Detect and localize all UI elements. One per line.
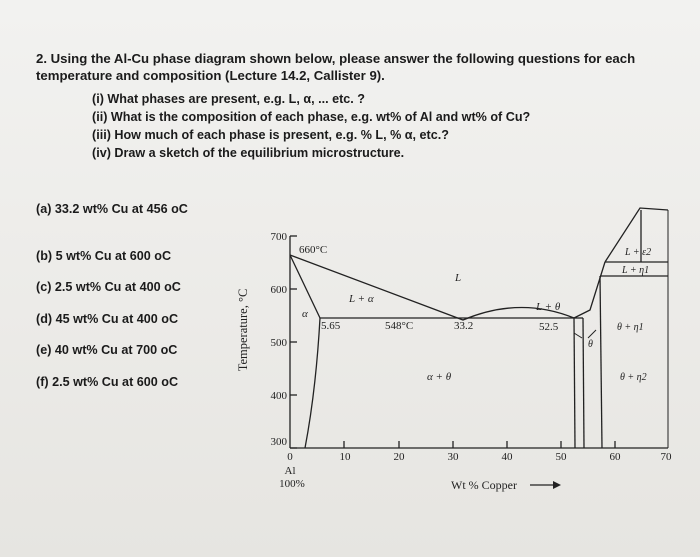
question-item: (i) What phases are present, e.g. L, α, ... etc. ? bbox=[92, 92, 365, 106]
x-tick-label: 10 bbox=[339, 451, 351, 463]
theta-boundary-right bbox=[583, 318, 584, 448]
solvus-line bbox=[305, 318, 320, 448]
x-origin-label: Al bbox=[284, 465, 296, 477]
eutectic-comp-label: 33.2 bbox=[454, 320, 474, 332]
x-tick-label: 70 bbox=[660, 451, 672, 463]
theta-label: θ bbox=[588, 339, 593, 350]
alpha-label: α bbox=[302, 308, 308, 320]
condition-a: (a) 33.2 wt% Cu at 456 oC bbox=[36, 202, 188, 216]
liquid-label: L bbox=[455, 272, 462, 284]
y-tick-label: 700 bbox=[270, 231, 287, 243]
x-axis-label: Wt % Copper bbox=[451, 478, 517, 492]
y-tick-label: 400 bbox=[270, 390, 287, 402]
y-tick-label: 300 bbox=[270, 436, 287, 448]
x-tick-label: 30 bbox=[447, 451, 459, 463]
condition-b: (b) 5 wt% Cu at 600 oC bbox=[36, 249, 172, 263]
theta-limit-label: 52.5 bbox=[539, 321, 559, 333]
condition-f: (f) 2.5 wt% Cu at 600 oC bbox=[36, 375, 179, 389]
alpha-limit-label: 5.65 bbox=[321, 320, 341, 332]
question-item: (iii) How much of each phase is present, e.g. % L, % α, etc.? bbox=[92, 128, 449, 142]
l-alpha-label: L + α bbox=[349, 293, 374, 305]
question-item: (iv) Draw a sketch of the equilibrium microstructure. bbox=[92, 146, 405, 160]
alpha-theta-label: α + θ bbox=[427, 371, 452, 383]
question-title: 2. Using the Al-Cu phase diagram shown below, please answer the following questions for each temperature and composition (Lecture 14.2, Callister 9). bbox=[36, 51, 636, 83]
x-tick-label: 50 bbox=[555, 451, 567, 463]
theta-boundary-left bbox=[574, 318, 575, 448]
theta-eta1-label: θ + η1 bbox=[617, 322, 644, 333]
theta-eta2-label: θ + η2 bbox=[620, 372, 647, 383]
condition-d: (d) 45 wt% Cu at 400 oC bbox=[36, 312, 179, 326]
y-tick-label: 500 bbox=[270, 337, 287, 349]
x-tick-label: 60 bbox=[609, 451, 621, 463]
x-tick-label: 20 bbox=[393, 451, 405, 463]
x-tick-label: 40 bbox=[501, 451, 513, 463]
y-tick-label: 600 bbox=[270, 284, 287, 296]
l-theta-label: L + θ bbox=[536, 301, 561, 313]
melting-point-label: 660°C bbox=[299, 244, 328, 256]
x-tick-label: 0 bbox=[287, 451, 293, 463]
l-eta1-label: L + η1 bbox=[622, 265, 650, 276]
x-origin-label: 100% bbox=[279, 478, 305, 490]
y-axis-label: Temperature, °C bbox=[236, 288, 250, 372]
condition-e: (e) 40 wt% Cu at 700 oC bbox=[36, 343, 178, 357]
l-eps2-label: L + ε2 bbox=[625, 247, 652, 258]
condition-c: (c) 2.5 wt% Cu at 400 oC bbox=[36, 280, 181, 294]
question-item: (ii) What is the composition of each phase, e.g. wt% of Al and wt% of Cu? bbox=[92, 110, 531, 124]
eutectic-temp-label: 548°C bbox=[385, 320, 414, 332]
